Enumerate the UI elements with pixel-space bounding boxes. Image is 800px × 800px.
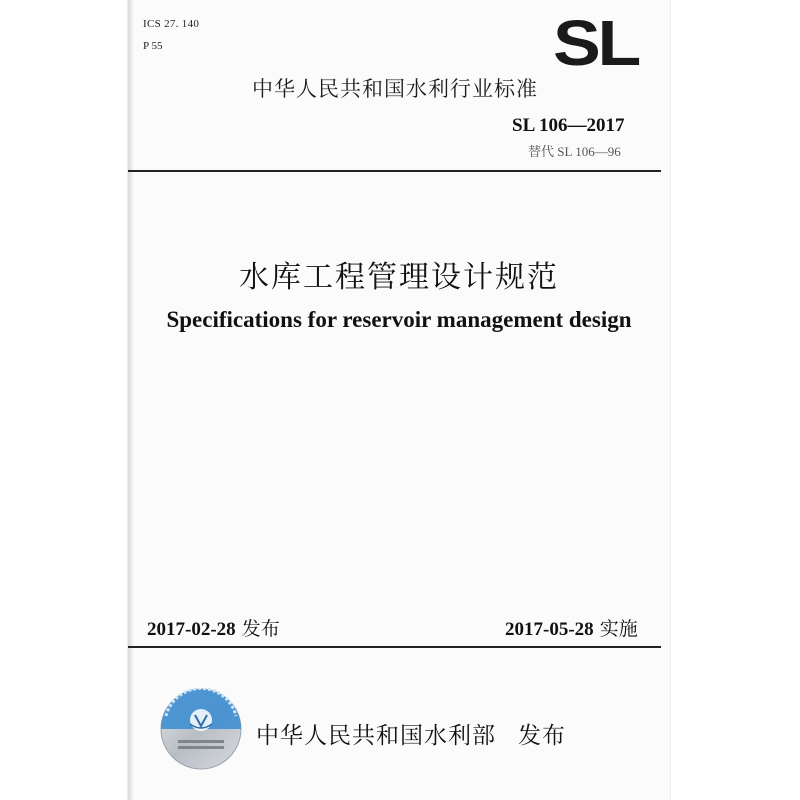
standard-series: 中华人民共和国水利行业标准 <box>252 77 538 101</box>
bottom-divider <box>128 646 661 648</box>
issue-date-line <box>147 614 280 641</box>
title-chinese: 水库工程管理设计规范 <box>239 260 559 295</box>
top-divider <box>128 170 661 172</box>
ics-code: ICS 27. 140 <box>143 18 200 30</box>
classification-code: P 55 <box>143 40 163 52</box>
replaces-note: 替代 SL 106—96 <box>528 144 621 159</box>
implement-label: 实施 <box>599 618 638 640</box>
issue-label: 发布 <box>241 618 280 640</box>
publisher-line <box>256 717 566 750</box>
cover-edge-shadow <box>128 0 134 800</box>
implement-date-line <box>505 614 638 641</box>
sl-logo: SL <box>553 7 638 79</box>
publisher-name: 中华人民共和国水利部 <box>256 723 496 749</box>
publisher-action: 发布 <box>518 723 566 749</box>
hologram-seal-icon <box>160 688 242 770</box>
standard-number: SL 106—2017 <box>512 115 625 136</box>
implement-date: 2017-05-28 <box>505 619 594 640</box>
title-english: Specifications for reservoir management design <box>166 307 632 332</box>
issue-date: 2017-02-28 <box>147 619 236 640</box>
